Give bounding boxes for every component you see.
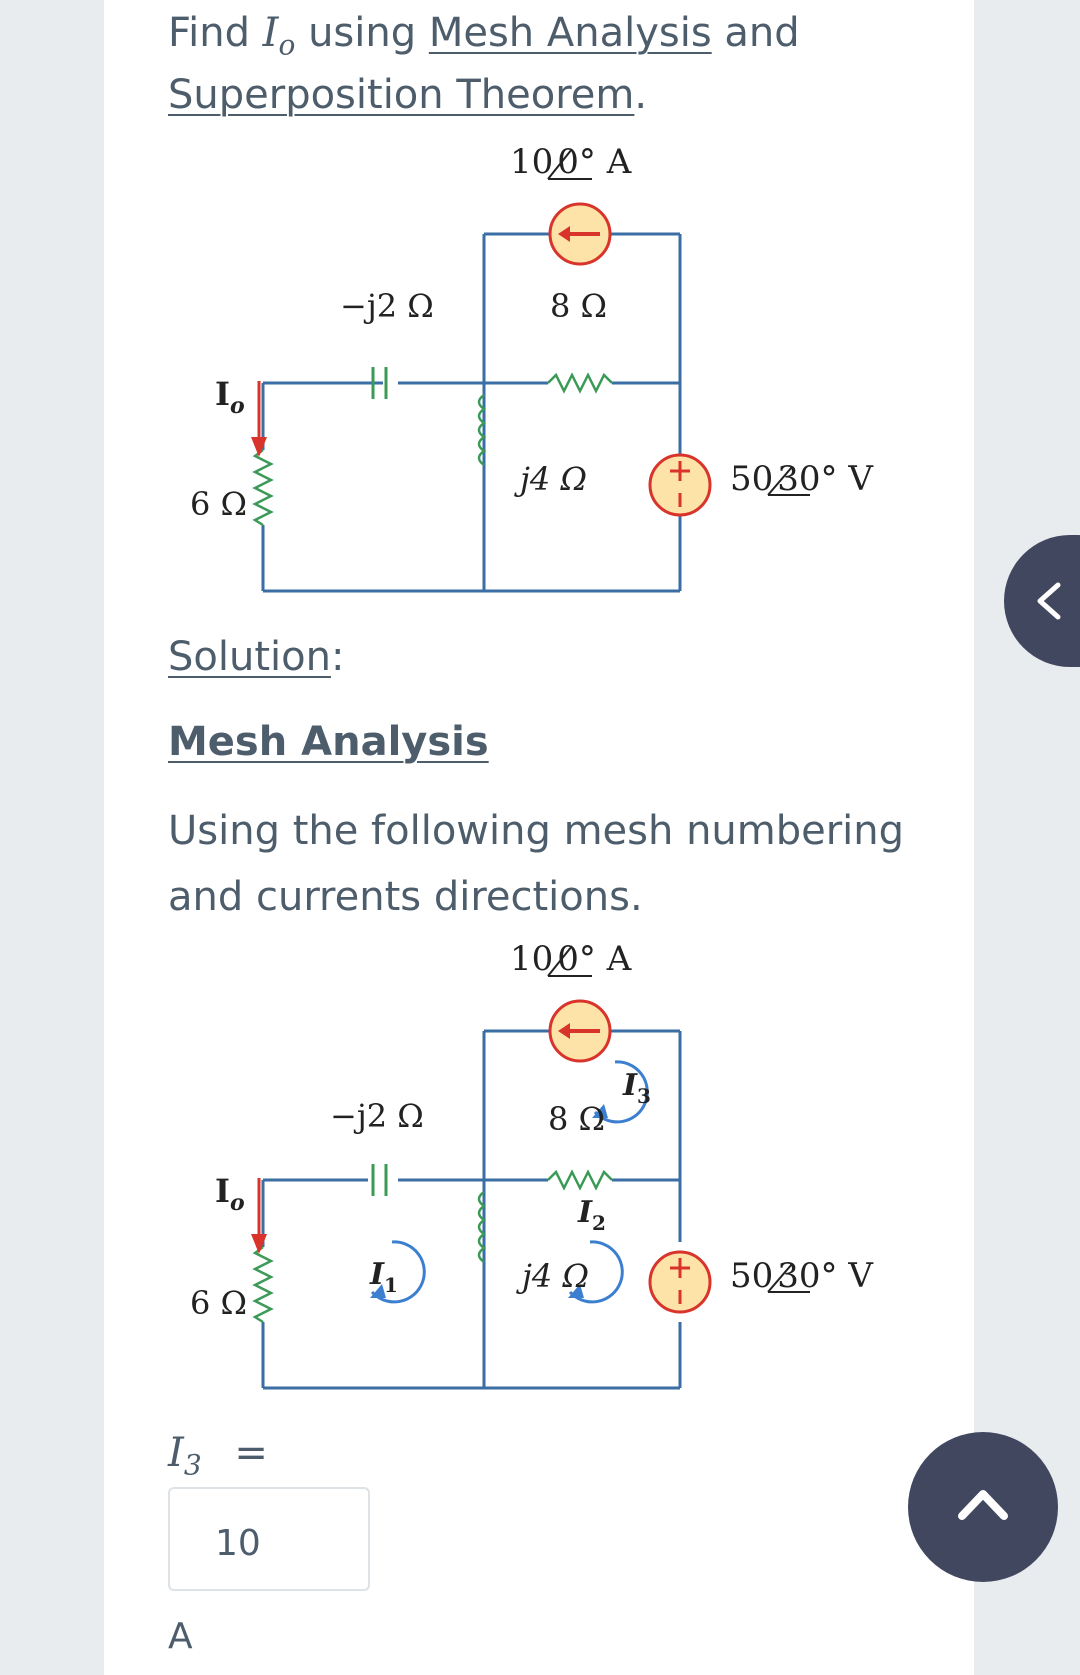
question-line-2: Superposition Theorem. (168, 72, 648, 118)
chevron-up-icon (908, 1432, 1058, 1582)
find-text: Find (168, 10, 250, 56)
answer-value: 10 (215, 1523, 261, 1564)
mesh-circuit-diagram (160, 942, 900, 1402)
svg-text:−j2 Ω: −j2 Ω (330, 1097, 424, 1135)
current-source-icon (550, 204, 610, 264)
voltage-source-label: 50 30° V (730, 459, 873, 499)
current-source-icon (550, 1001, 610, 1061)
mesh-3-label: $I_3$ (623, 1068, 651, 1108)
svg-text:j4 Ω: j4 Ω (522, 1257, 589, 1295)
unit-label: A (168, 1616, 193, 1657)
svg-text:8 Ω: 8 Ω (548, 1100, 606, 1138)
solution-heading: Solution: (168, 634, 345, 680)
capacitor-label: −j2 Ω (340, 287, 434, 325)
io-label: $I_o$ (215, 375, 245, 419)
svg-text:5030° V: 50 30° V (730, 1256, 873, 1296)
mesh-analysis-link[interactable]: Mesh Analysis (428, 10, 712, 56)
mesh-2-label: $I_2$ (578, 1195, 606, 1235)
scroll-to-top-button[interactable] (908, 1432, 1058, 1582)
inductor-label: j4 Ω (520, 460, 587, 498)
io-arrow-icon (251, 1178, 267, 1254)
resistor-6-label: 6 Ω (190, 485, 248, 523)
side-panel-toggle-button[interactable] (1004, 535, 1080, 667)
resistor-8-label: 8 Ω (550, 287, 608, 325)
resistor-8-icon (548, 375, 612, 391)
svg-text:100° A: 10 0° A (510, 942, 632, 979)
circuit-diagram (160, 145, 900, 605)
io-arrow-icon (251, 381, 267, 457)
resistor-6-icon (255, 450, 271, 525)
voltage-source-icon (650, 455, 710, 515)
description-text: Using the following mesh numbering and currents directions. (168, 808, 905, 920)
superposition-link[interactable]: Superposition Theorem (168, 72, 635, 118)
answer-input[interactable] (168, 1487, 370, 1591)
solution-heading-text: Solution (168, 634, 331, 680)
equals-sign: = (234, 1430, 268, 1476)
and-text: and (724, 10, 800, 56)
mesh-analysis-heading: Mesh Analysis (168, 719, 489, 765)
i3-symbol: $I_3$ (168, 1430, 202, 1482)
voltage-source-icon (650, 1252, 710, 1312)
svg-text:Io: $I_o$ (215, 1172, 245, 1216)
io-symbol: $I_o$ (262, 10, 296, 62)
mesh-1-label: $I_1$ (370, 1257, 398, 1297)
using-text: using (308, 10, 417, 56)
chevron-left-icon (1020, 571, 1080, 631)
svg-text:6 Ω: 6 Ω (190, 1284, 248, 1322)
current-source-label: 10 0° A (510, 145, 632, 182)
method-heading (168, 709, 489, 775)
